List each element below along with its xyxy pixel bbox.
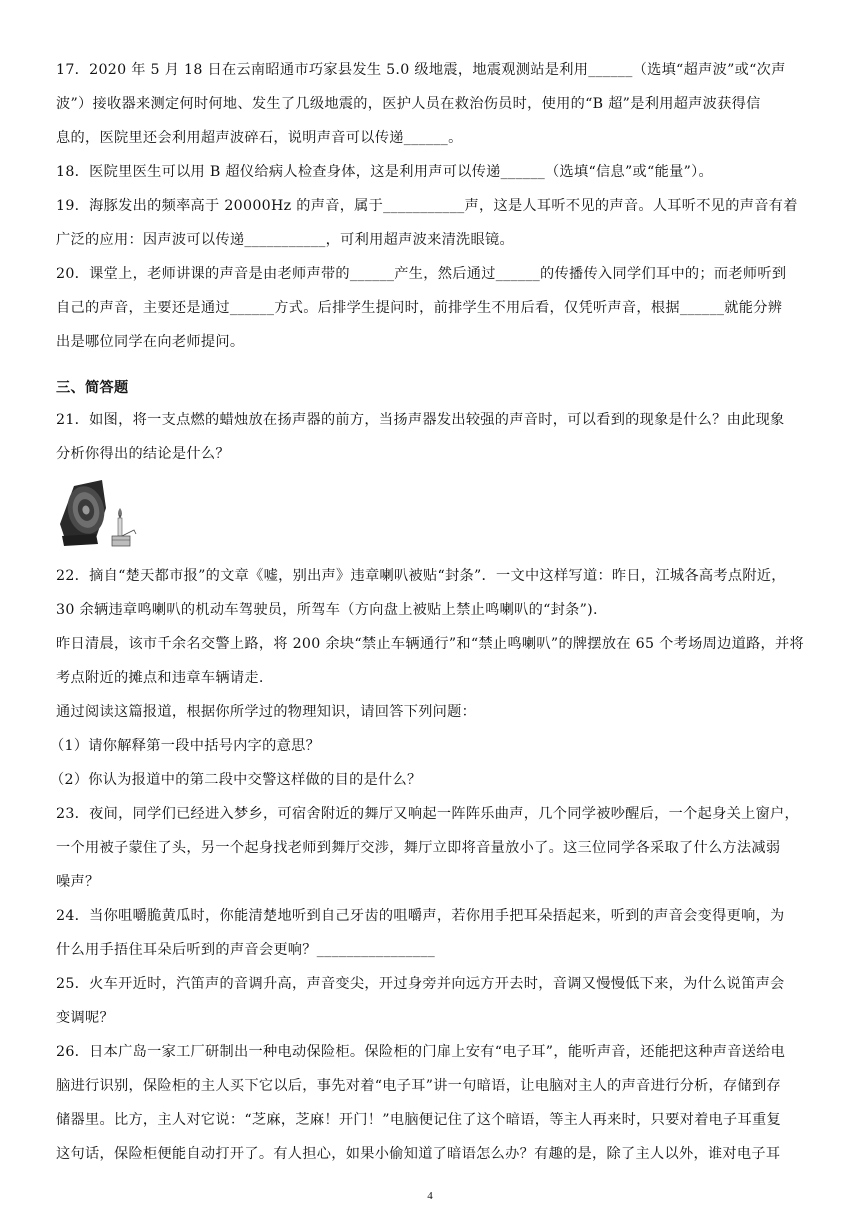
- q25-line-1: 25．火车开近时，汽笛声的音调升高，声音变尖，开过身旁并向远方开去时，音调又慢慢低下来，为什么说笛声会: [56, 976, 785, 992]
- q22-line-2: 30 余辆违章鸣喇叭的机动车驾驶员，所驾车（方向盘上被贴上禁止鸣喇叭的“封条”).: [56, 602, 598, 618]
- q22-line-4: 考点附近的摊点和违章车辆请走.: [56, 670, 264, 686]
- q21-line-1: 21．如图，将一支点燃的蜡烛放在扬声器的前方，当扬声器发出较强的声音时，可以看到的现象是什么？由此现象: [56, 412, 785, 428]
- q23-line-3: 噪声？: [56, 874, 100, 890]
- q17-line-1: 17．2020 年 5 月 18 日在云南昭通市巧家县发生 5.0 级地震，地震观测站是利用______（选填“超声波”或“次声: [56, 62, 786, 78]
- section-heading: 三、简答题: [56, 380, 129, 396]
- q24-line-2: 什么用手捂住耳朵后听到的声音会更响？________________: [56, 942, 436, 958]
- q20-line-2: 自己的声音，主要还是通过______方式。后排学生提问时，前排学生不用后看，仅凭听声音，根据______就能分辨: [56, 300, 783, 316]
- q22-subquestion-1: （1）请你解释第一段中括号内字的意思？: [50, 738, 321, 754]
- q20-line-3: 出是哪位同学在向老师提问。: [56, 334, 245, 350]
- q22-subquestion-2: （2）你认为报道中的第二段中交警这样做的目的是什么？: [50, 772, 422, 788]
- q26-line-2: 脑进行识别，保险柜的主人买下它以后，事先对着“电子耳”讲一句暗语，让电脑对主人的声音进行分析，存储到存: [56, 1078, 781, 1094]
- q19-line-1: 19．海豚发出的频率高于 20000Hz 的声音，属于___________声，这是人耳听不见的声音。人耳听不见的声音有着: [56, 198, 798, 214]
- q20-line-1: 20．课堂上，老师讲课的声音是由老师声带的______产生，然后通过______的传播传入同学们耳中的；而老师听到: [56, 266, 787, 282]
- q18-line-1: 18．医院里医生可以用 B 超仪给病人检查身体，这是利用声可以传递______（选填“信息”或“能量”）。: [56, 164, 714, 180]
- q25-line-2: 变调呢？: [56, 1010, 114, 1026]
- q26-line-3: 储器里。比方，主人对它说：“芝麻，芝麻！开门！”电脑便记住了这个暗语，等主人再来时，只要对着电子耳重复: [56, 1112, 781, 1128]
- q17-line-3: 息的，医院里还会利用超声波碎石，说明声音可以传递______。: [56, 130, 463, 146]
- q17-line-2: 波”）接收器来测定何时何地、发生了几级地震的，医护人员在救治伤员时，使用的“B 超”是利用超声波获得信: [56, 96, 761, 112]
- q21-line-2: 分析你得出的结论是什么？: [56, 446, 230, 462]
- page-number: 4: [427, 1190, 433, 1202]
- q23-line-1: 23．夜间，同学们已经进入梦乡，可宿舍附近的舞厅又响起一阵阵乐曲声，几个同学被吵醒后，一个起身关上窗户，: [56, 806, 800, 822]
- q22-line-1: 22．摘自“楚天都市报”的文章《嘘，别出声》违章喇叭被贴“封条”．一文中这样写道：昨日，江城各高考点附近，: [56, 568, 786, 584]
- speaker-candle-figure-icon: [56, 478, 142, 552]
- q22-line-3: 昨日清晨，该市千余名交警上路，将 200 余块“禁止车辆通行”和“禁止鸣喇叭”的牌摆放在 65 个考场周边道路，并将: [56, 636, 805, 652]
- q19-line-2: 广泛的应用：因声波可以传递___________，可利用超声波来清洗眼镜。: [56, 232, 515, 248]
- q23-line-2: 一个用被子蒙住了头，另一个起身找老师到舞厅交涉，舞厅立即将音量放小了。这三位同学各采取了什么方法减弱: [56, 840, 781, 856]
- q24-line-1: 24．当你咀嚼脆黄瓜时，你能清楚地听到自己牙齿的咀嚼声，若你用手把耳朵捂起来，听到的声音会变得更响，为: [56, 908, 785, 924]
- q26-line-4: 这句话，保险柜便能自动打开了。有人担心，如果小偷知道了暗语怎么办？有趣的是，除了主人以外，谁对电子耳: [56, 1146, 781, 1162]
- q22-line-5: 通过阅读这篇报道，根据你所学过的物理知识，请回答下列问题：: [56, 704, 477, 720]
- q26-line-1: 26．日本广岛一家工厂研制出一种电动保险柜。保险柜的门扉上安有“电子耳”，能听声音，还能把这种声音送给电: [56, 1044, 786, 1060]
